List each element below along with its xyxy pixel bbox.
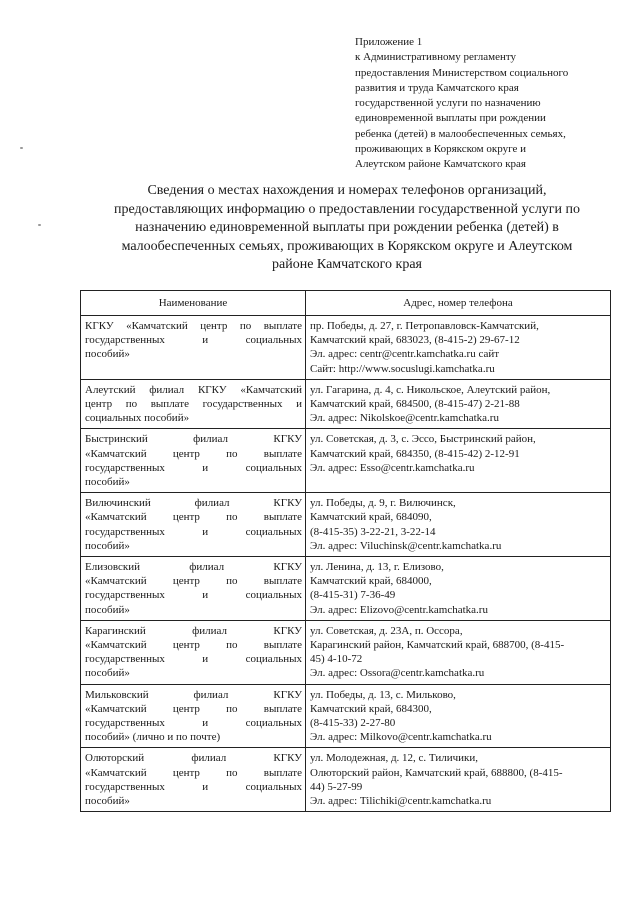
text-line: пособий»	[85, 539, 130, 552]
text-line: пособий»	[85, 603, 130, 616]
table-row	[81, 429, 611, 493]
text-line: государственных и социальных	[85, 717, 302, 730]
text-line: Олюторский филиал КГКУ	[85, 752, 302, 765]
text-line: Мильковский филиал КГКУ	[85, 688, 302, 701]
text-line: государственных и социальных	[85, 461, 302, 474]
text-line: пособий»	[85, 667, 130, 680]
organization-name-cell	[81, 316, 306, 380]
appendix-line: Алеутском районе Камчатского края	[355, 158, 526, 171]
text-line: (8-415-33) 2-27-80	[310, 717, 396, 730]
table-row	[81, 379, 611, 429]
text-line: Эл. адрес: Nikolskoe@centr.kamchatka.ru	[310, 412, 499, 425]
text-line: 44) 5-27-99	[310, 780, 363, 793]
table-header-row	[81, 291, 611, 316]
address-phone-cell	[306, 379, 611, 429]
text-line: Эл. адрес: Elizovo@centr.kamchatka.ru	[310, 603, 488, 616]
appendix-note	[355, 35, 617, 173]
text-line: пособий» (лично и по почте)	[85, 731, 221, 744]
text-line: Карагинский филиал КГКУ	[85, 624, 302, 637]
text-line: государственных и социальных	[85, 525, 302, 538]
address-phone-cell	[306, 557, 611, 621]
text-line: «Камчатский центр по выплате	[85, 447, 302, 460]
appendix-line: государственной услуги по назначению	[355, 97, 541, 110]
text-line: (8-415-31) 7-36-49	[310, 589, 396, 602]
text-line: социальных пособий»	[85, 412, 190, 425]
appendix-line: Приложение 1	[355, 36, 423, 48]
text-line: пособий»	[85, 795, 130, 808]
appendix-line: проживающих в Корякском округе и	[355, 143, 526, 156]
text-line: пособий»	[85, 476, 130, 489]
organization-name-cell	[81, 684, 306, 748]
scan-speck	[20, 147, 23, 149]
table-row	[81, 557, 611, 621]
title-line: малообеспеченных семьях, проживающих в Корякском округе и Алеутском	[121, 238, 573, 254]
table-row	[81, 620, 611, 684]
text-line: Алеутский филиал КГКУ «Камчатский	[85, 383, 302, 396]
table-row	[81, 684, 611, 748]
text-line: «Камчатский центр по выплате	[85, 575, 302, 588]
text-line: Камчатский край, 683023, (8-415-2) 29-67-12	[310, 334, 520, 347]
text-line: ул. Гагарина, д. 4, с. Никольское, Алеутский район,	[310, 383, 551, 396]
title-line: районе Камчатского края	[272, 257, 422, 272]
text-line: Камчатский край, 684000,	[310, 575, 432, 588]
text-line: ул. Победы, д. 13, с. Мильково,	[310, 688, 456, 701]
text-line: Олюторский район, Камчатский край, 688800, (8-415-	[310, 766, 563, 779]
text-line: пр. Победы, д. 27, г. Петропавловск-Камчатский,	[310, 320, 539, 332]
text-line: Эл. адрес: Tilichiki@centr.kamchatka.ru	[310, 795, 492, 808]
text-line: ул. Победы, д. 9, г. Вилючинск,	[310, 497, 456, 510]
text-line: КГКУ «Камчатский центр по выплате	[85, 320, 302, 332]
text-line: «Камчатский центр по выплате	[85, 511, 302, 524]
text-line: «Камчатский центр по выплате	[85, 702, 302, 715]
address-phone-cell	[306, 620, 611, 684]
title-line: предоставляющих информацию о предоставлении государственной услуги по	[113, 201, 581, 217]
appendix-line: предоставления Министерством социального	[355, 66, 569, 79]
text-line: Камчатский край, 684090,	[310, 511, 432, 524]
address-phone-cell	[306, 316, 611, 380]
text-line: Эл. адрес: centr@centr.kamchatka.ru сайт	[310, 348, 500, 361]
address-phone-cell	[306, 684, 611, 748]
header-name: Наименование	[81, 291, 306, 316]
text-line: Быстринский филиал КГКУ	[85, 433, 302, 446]
text-line: центр по выплате государственных и	[85, 398, 302, 411]
organizations-table	[80, 290, 611, 812]
document-title	[82, 182, 612, 275]
text-line: Карагинский район, Камчатский край, 688700, (8-415-	[310, 639, 565, 652]
text-line: 45) 4-10-72	[310, 653, 363, 666]
text-line: ул. Советская, д. 23А, п. Оссора,	[310, 624, 463, 637]
appendix-line: развития и труда Камчатского края	[355, 81, 519, 94]
organization-name-cell	[81, 748, 306, 812]
text-line: Сайт: http://www.socuslugi.kamchatka.ru	[310, 362, 495, 375]
text-line: ул. Молодежная, д. 12, с. Тиличики,	[310, 752, 479, 765]
address-phone-cell	[306, 429, 611, 493]
text-line: государственных и социальных	[85, 653, 302, 666]
text-line: Эл. адрес: Milkovo@centr.kamchatka.ru	[310, 731, 492, 744]
text-line: Эл. адрес: Viluchinsk@centr.kamchatka.ru	[310, 539, 502, 552]
scan-speck	[38, 224, 41, 226]
text-line: государственных и социальных	[85, 334, 302, 347]
organization-name-cell	[81, 620, 306, 684]
organization-name-cell	[81, 379, 306, 429]
text-line: ул. Советская, д. 3, с. Эссо, Быстринский район,	[310, 433, 536, 446]
text-line: государственных и социальных	[85, 780, 302, 793]
title-line: назначению единовременной выплаты при рождении ребенка (детей) в	[135, 220, 559, 235]
header-address: Адрес, номер телефона	[306, 291, 611, 316]
text-line: государственных и социальных	[85, 589, 302, 602]
table-row	[81, 493, 611, 557]
appendix-line: единовременной выплаты при рождении	[355, 112, 546, 125]
text-line: Эл. адрес: Ossora@centr.kamchatka.ru	[310, 667, 485, 680]
title-line: Сведения о местах нахождения и номерах телефонов организаций,	[147, 183, 547, 198]
text-line: пособий»	[85, 348, 130, 361]
appendix-line: к Административному регламенту	[355, 51, 517, 64]
text-line: Вилючинский филиал КГКУ	[85, 497, 302, 510]
text-line: «Камчатский центр по выплате	[85, 766, 302, 779]
text-line: «Камчатский центр по выплате	[85, 639, 302, 652]
table-row	[81, 748, 611, 812]
organization-name-cell	[81, 429, 306, 493]
text-line: Камчатский край, 684350, (8-415-42) 2-12-91	[310, 447, 520, 460]
text-line: ул. Ленина, д. 13, г. Елизово,	[310, 561, 444, 574]
address-phone-cell	[306, 748, 611, 812]
table-row	[81, 316, 611, 380]
organization-name-cell	[81, 493, 306, 557]
text-line: Камчатский край, 684500, (8-415-47) 2-21-88	[310, 398, 520, 411]
text-line: Камчатский край, 684300,	[310, 702, 432, 715]
organization-name-cell	[81, 557, 306, 621]
text-line: Елизовский филиал КГКУ	[85, 561, 302, 574]
text-line: (8-415-35) 3-22-21, 3-22-14	[310, 525, 436, 538]
appendix-line: ребенка (детей) в малообеспеченных семьях,	[355, 127, 566, 140]
address-phone-cell	[306, 493, 611, 557]
text-line: Эл. адрес: Esso@centr.kamchatka.ru	[310, 461, 475, 474]
